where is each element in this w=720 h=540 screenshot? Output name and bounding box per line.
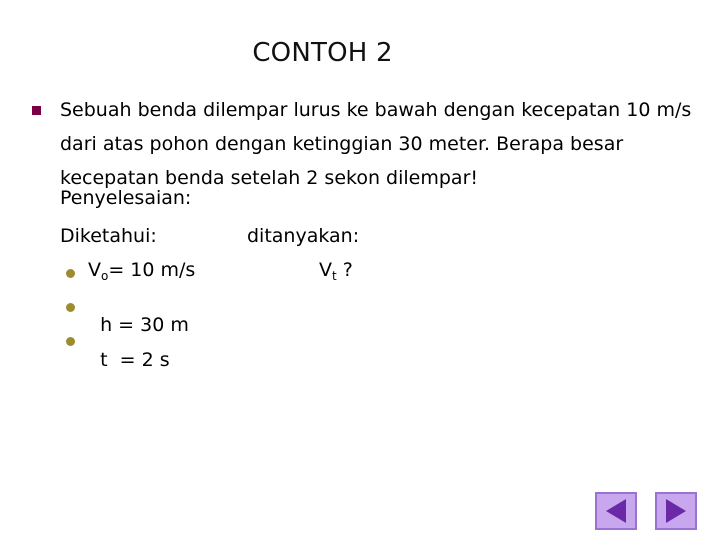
- known-var: V: [88, 259, 101, 281]
- circle-bullet-icon: [66, 269, 75, 278]
- problem-text: Sebuah benda dilempar lurus ke bawah dengan kecepatan 10 m/s dari atas pohon dengan ketinggian 30 meter. Berapa besar kecepatan benda setelah 2 sekon dilempar!: [60, 99, 692, 189]
- triangle-right-icon: [657, 494, 695, 528]
- asked-label: ditanyakan:: [247, 225, 360, 247]
- asked-item: [319, 259, 353, 283]
- known-value: = 2 s: [107, 349, 170, 371]
- square-bullet-icon: [32, 106, 41, 115]
- known-sub: o: [101, 269, 109, 283]
- asked-var: V: [319, 259, 332, 281]
- prev-slide-button[interactable]: [595, 492, 637, 530]
- known-var: t: [100, 349, 108, 371]
- solution-label: Penyelesaian:: [60, 187, 192, 209]
- known-value: = 10 m/s: [108, 259, 196, 281]
- circle-bullet-icon: [66, 303, 75, 312]
- asked-sub: t: [332, 269, 337, 283]
- known-item-time: [88, 327, 170, 371]
- next-slide-button[interactable]: [655, 492, 697, 530]
- known-value: = 30 m: [112, 314, 189, 336]
- known-var: h: [100, 314, 113, 336]
- known-item-velocity: [88, 259, 195, 283]
- triangle-left-icon: [597, 494, 635, 528]
- asked-rest: ?: [336, 259, 353, 281]
- slide-title: CONTOH 2: [252, 38, 393, 68]
- circle-bullet-icon: [66, 337, 75, 346]
- known-label: Diketahui:: [60, 225, 157, 247]
